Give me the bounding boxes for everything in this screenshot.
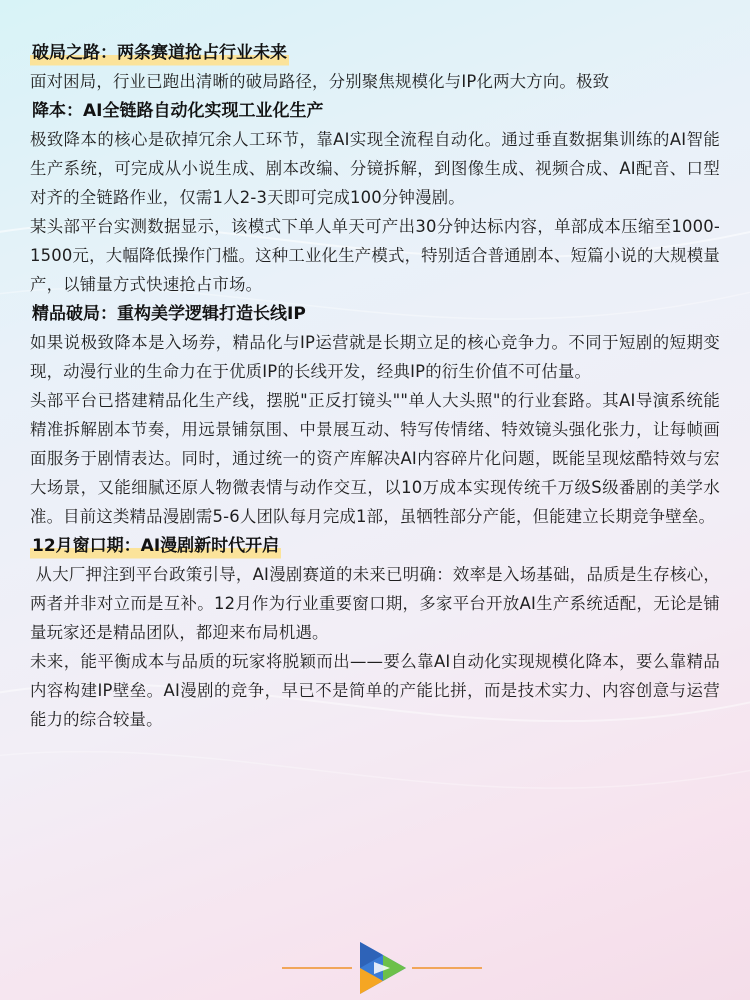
section-premium-ip [30, 299, 720, 531]
footer [0, 935, 750, 995]
footer-divider-left [282, 967, 352, 969]
section-heading: 降本：AI全链路自动化实现工业化生产 [32, 101, 324, 121]
section-heading: 12月窗口期：AI漫剧新时代开启 [30, 533, 281, 560]
section-breakthrough-path [30, 38, 720, 96]
section-paragraph: 从大厂押注到平台政策引导，AI漫剧赛道的未来已明确：效率是入场基础，品质是生存核心，两者并非对立而是互补。12月作为行业重要窗口期，多家平台开放AI生产系统适配，无论是铺量玩家还是精品团队，都迎来布局机遇。 [30, 565, 720, 642]
section-paragraph: 头部平台已搭建精品化生产线，摆脱"正反打镜头""单人大头照"的行业套路。其AI导演系统能精准拆解剧本节奏，用远景铺氛围、中景展互动、特写传情绪、特效镜头强化张力，让每帧画面服务于剧情表达。同时，通过统一的资产库解决AI内容碎片化问题，既能呈现炫酷特效与宏大场景，又能细腻还原人物微表情与动作交互，以10万成本实现传统千万级S级番剧的美学水准。目前这类精品漫剧需5-6人团队每月完成1部，虽牺牲部分产能，但能建立长期竞争壁垒。 [30, 391, 720, 526]
section-cost-reduction [30, 96, 720, 299]
play-logo-icon [356, 940, 410, 996]
section-paragraph: 如果说极致降本是入场券，精品化与IP运营就是长期立足的核心竞争力。不同于短剧的短期变现，动漫行业的生命力在于优质IP的长线开发，经典IP的衍生价值不可估量。 [30, 333, 720, 381]
section-heading: 精品破局：重构美学逻辑打造长线IP [32, 304, 306, 324]
article-body [30, 38, 720, 734]
section-paragraph: 面对困局，行业已跑出清晰的破局路径，分别聚焦规模化与IP化两大方向。极致 [30, 72, 610, 91]
section-december-window [30, 531, 720, 734]
footer-divider-right [412, 967, 482, 969]
section-paragraph: 极致降本的核心是砍掉冗余人工环节，靠AI实现全流程自动化。通过垂直数据集训练的AI智能生产系统，可完成从小说生成、剧本改编、分镜拆解，到图像生成、视频合成、AI配音、口型对齐的全链路作业，仅需1人2-3天即可完成100分钟漫剧。 [30, 130, 720, 207]
section-paragraph: 未来，能平衡成本与品质的玩家将脱颖而出——要么靠AI自动化实现规模化降本，要么靠精品内容构建IP壁垒。AI漫剧的竞争，早已不是简单的产能比拼，而是技术实力、内容创意与运营能力的综合较量。 [30, 652, 720, 729]
section-heading: 破局之路：两条赛道抢占行业未来 [30, 40, 289, 67]
section-paragraph: 某头部平台实测数据显示，该模式下单人单天可产出30分钟达标内容，单部成本压缩至1000-1500元，大幅降低操作门槛。这种工业化生产模式，特别适合普通剧本、短篇小说的大规模量产，以铺量方式快速抢占市场。 [30, 217, 720, 294]
